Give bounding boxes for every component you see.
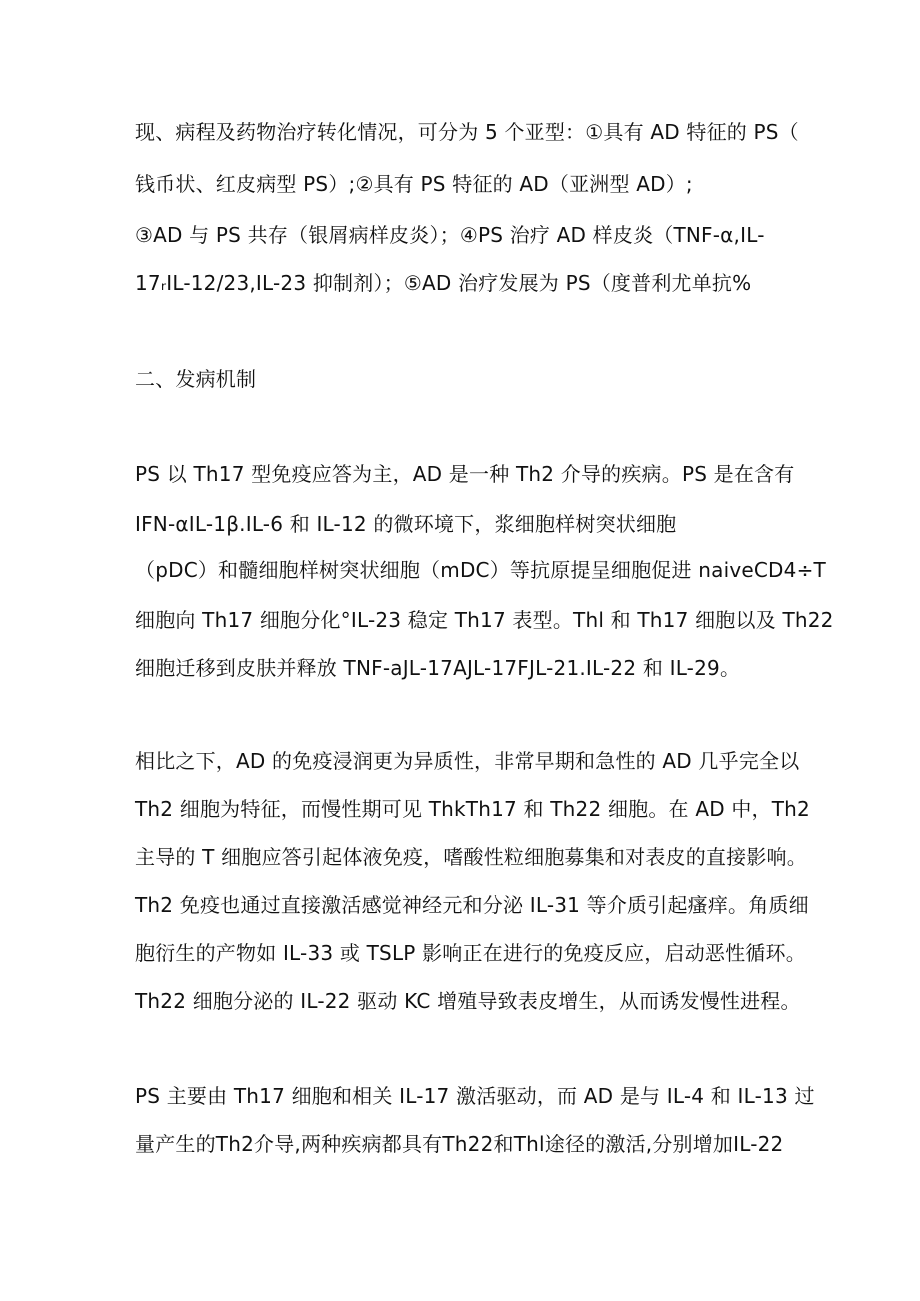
- paragraph2-line-5: 胞衍生的产物如 IL-33 或 TSLP 影响正在进行的免疫反应，启动恶性循环。: [135, 941, 806, 965]
- paragraph1-line-1: PS 以 Th17 型免疫应答为主，AD 是一种 Th2 介导的疾病。PS 是在含有: [135, 462, 795, 486]
- paragraph1-line-2: IFN-αIL-1β.IL-6 和 IL-12 的微环境下，浆细胞样树突状细胞: [135, 512, 677, 536]
- paragraph1-line-3: （pDC）和髓细胞样树突状细胞（mDC）等抗原提呈细胞促进 naiveCD4÷T: [135, 558, 826, 582]
- intro-line-2: 钱币状、红皮病型 PS）;②具有 PS 特征的 AD（亚洲型 AD）;: [135, 172, 693, 196]
- section-heading: 二、发病机制: [135, 367, 257, 391]
- paragraph2-line-4: Th2 免疫也通过直接激活感觉神经元和分泌 IL-31 等介质引起瘙痒。角质细: [135, 893, 809, 917]
- paragraph2-line-6: Th22 细胞分泌的 IL-22 驱动 KC 增殖导致表皮增生，从而诱发慢性进程。: [135, 989, 801, 1013]
- paragraph1-line-4: 细胞向 Th17 细胞分化°IL-23 稳定 Th17 表型。Thl 和 Th17 细胞以及 Th22: [135, 608, 834, 632]
- paragraph3-line-1: PS 主要由 Th17 细胞和相关 IL-17 激活驱动，而 AD 是与 IL-4 和 IL-13 过: [135, 1084, 815, 1108]
- paragraph2-line-3: 主导的 T 细胞应答引起体液免疫，嗜酸性粒细胞募集和对表皮的直接影响。: [135, 845, 807, 869]
- intro-line-4: 17ᵣIL-12/23,IL-23 抑制剂）；⑤AD 治疗发展为 PS（度普利尤单抗%: [135, 271, 752, 295]
- paragraph2-line-2: Th2 细胞为特征，而慢性期可见 ThkTh17 和 Th22 细胞。在 AD 中，Th2: [135, 797, 810, 821]
- intro-line-3: ③AD 与 PS 共存（银屑病样皮炎）；④PS 治疗 AD 样皮炎（TNF-α,IL-: [135, 223, 765, 247]
- paragraph1-line-5: 细胞迁移到皮肤并释放 TNF-aJL-17AJL-17FJL-21.IL-22 和 IL-29。: [135, 656, 741, 680]
- paragraph2-line-1: 相比之下，AD 的免疫浸润更为异质性，非常早期和急性的 AD 几乎完全以: [135, 749, 800, 773]
- paragraph3-line-2: 量产生的Th2介导,两种疾病都具有Th22和Thl途径的激活,分别增加IL-22: [135, 1132, 784, 1156]
- intro-line-1: 现、病程及药物治疗转化情况，可分为 5 个亚型：①具有 AD 特征的 PS（: [135, 120, 799, 144]
